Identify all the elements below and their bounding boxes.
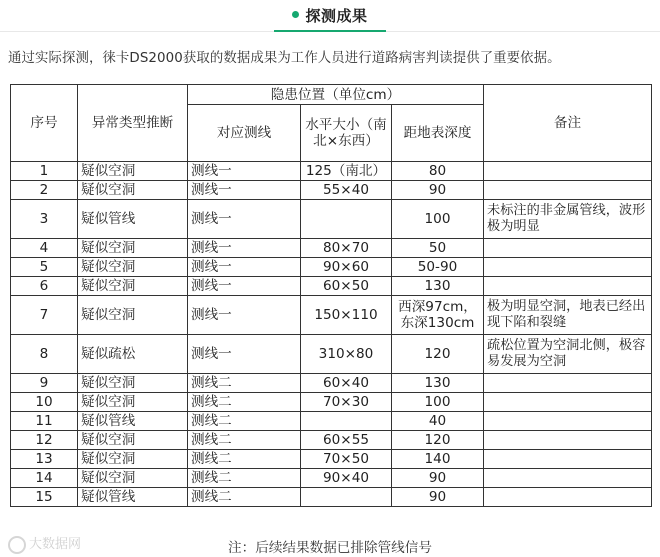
cell-seq: 6 [11,277,78,296]
cell-note [484,488,652,507]
results-table [10,84,652,507]
section-heading-text: 探测成果 [305,7,368,25]
table-row [11,335,652,374]
table-row [11,374,652,393]
cell-type: 疑似空洞 [78,374,188,393]
cell-depth: 90 [392,488,484,507]
table-row [11,162,652,181]
cell-size: 55×40 [301,181,392,200]
cell-line: 测线一 [188,335,301,374]
table-body [11,162,652,507]
cell-line: 测线二 [188,469,301,488]
cell-size: 90×60 [301,258,392,277]
bullet-dot-icon [292,11,299,18]
cell-seq: 13 [11,450,78,469]
cell-type: 疑似管线 [78,200,188,239]
cell-type: 疑似空洞 [78,277,188,296]
cell-size [301,200,392,239]
cell-line: 测线二 [188,450,301,469]
table-row [11,469,652,488]
table-row [11,181,652,200]
cell-size: 60×40 [301,374,392,393]
cell-type: 疑似空洞 [78,258,188,277]
table-row [11,200,652,239]
cell-size: 70×50 [301,450,392,469]
header-size: 水平大小（南北×东西） [301,105,392,162]
cell-note [484,162,652,181]
cell-type: 疑似空洞 [78,162,188,181]
table-row [11,296,652,335]
cell-type: 疑似管线 [78,412,188,431]
cell-seq: 15 [11,488,78,507]
cell-note [484,277,652,296]
cell-depth: 50-90 [392,258,484,277]
intro-paragraph: 通过实际探测，徕卡DS2000获取的数据成果为工作人员进行道路病害判读提供了重要依据。 [8,51,561,66]
cell-type: 疑似管线 [78,488,188,507]
cell-size: 310×80 [301,335,392,374]
header-line: 对应测线 [188,105,301,162]
cell-size: 90×40 [301,469,392,488]
cell-line: 测线一 [188,162,301,181]
cell-seq: 14 [11,469,78,488]
cell-line: 测线二 [188,412,301,431]
cell-note [484,412,652,431]
cell-depth: 40 [392,412,484,431]
cell-size: 125（南北） [301,162,392,181]
cell-depth: 120 [392,431,484,450]
table-row [11,450,652,469]
cell-size: 60×50 [301,277,392,296]
table-row [11,488,652,507]
cell-depth: 130 [392,374,484,393]
table-row [11,431,652,450]
cell-note [484,450,652,469]
cell-seq: 1 [11,162,78,181]
cell-line: 测线二 [188,374,301,393]
table-row [11,277,652,296]
cell-line: 测线一 [188,239,301,258]
cell-depth: 90 [392,181,484,200]
cell-depth: 120 [392,335,484,374]
cell-type: 疑似空洞 [78,431,188,450]
section-heading [0,5,660,26]
cell-depth: 130 [392,277,484,296]
cell-seq: 9 [11,374,78,393]
cell-note [484,239,652,258]
cell-size [301,488,392,507]
cell-line: 测线二 [188,488,301,507]
cell-depth: 100 [392,393,484,412]
cell-type: 疑似空洞 [78,239,188,258]
cell-seq: 8 [11,335,78,374]
header-depth: 距地表深度 [392,105,484,162]
cell-note [484,469,652,488]
heading-underline [274,30,386,32]
cell-seq: 3 [11,200,78,239]
header-type: 异常类型推断 [78,85,188,162]
footnote: 注：后续结果数据已排除管线信号 [228,540,432,556]
cell-note [484,374,652,393]
cell-line: 测线一 [188,277,301,296]
cell-note [484,431,652,450]
cell-depth: 90 [392,469,484,488]
cell-seq: 11 [11,412,78,431]
cell-note [484,258,652,277]
cell-size: 150×110 [301,296,392,335]
cell-depth: 100 [392,200,484,239]
cell-line: 测线一 [188,200,301,239]
cell-line: 测线一 [188,181,301,200]
table-row [11,412,652,431]
cell-depth: 西深97cm，东深130cm [392,296,484,335]
cell-seq: 12 [11,431,78,450]
watermark-text: 大数据网 [29,537,82,552]
cell-type: 疑似空洞 [78,393,188,412]
cell-note: 极为明显空洞，地表已经出现下陷和裂缝 [484,296,652,335]
cell-seq: 10 [11,393,78,412]
cell-depth: 50 [392,239,484,258]
cell-size: 60×55 [301,431,392,450]
cell-depth: 80 [392,162,484,181]
cell-note: 未标注的非金属管线，波形极为明显 [484,200,652,239]
cell-line: 测线二 [188,431,301,450]
cell-type: 疑似空洞 [78,296,188,335]
cell-note [484,393,652,412]
cell-seq: 5 [11,258,78,277]
cell-size [301,412,392,431]
cell-seq: 2 [11,181,78,200]
cell-type: 疑似空洞 [78,181,188,200]
cell-size: 80×70 [301,239,392,258]
cell-line: 测线一 [188,296,301,335]
table-row [11,393,652,412]
table-row [11,258,652,277]
header-note: 备注 [484,85,652,162]
cell-type: 疑似空洞 [78,450,188,469]
cell-note [484,181,652,200]
cell-depth: 140 [392,450,484,469]
cell-type: 疑似疏松 [78,335,188,374]
cell-line: 测线一 [188,258,301,277]
cell-note: 疏松位置为空洞北侧，极容易发展为空洞 [484,335,652,374]
cell-seq: 4 [11,239,78,258]
header-seq: 序号 [11,85,78,162]
cell-type: 疑似空洞 [78,469,188,488]
header-location-group: 隐患位置（单位cm） [188,85,484,105]
cell-line: 测线二 [188,393,301,412]
cell-seq: 7 [11,296,78,335]
cell-size: 70×30 [301,393,392,412]
table-row [11,239,652,258]
